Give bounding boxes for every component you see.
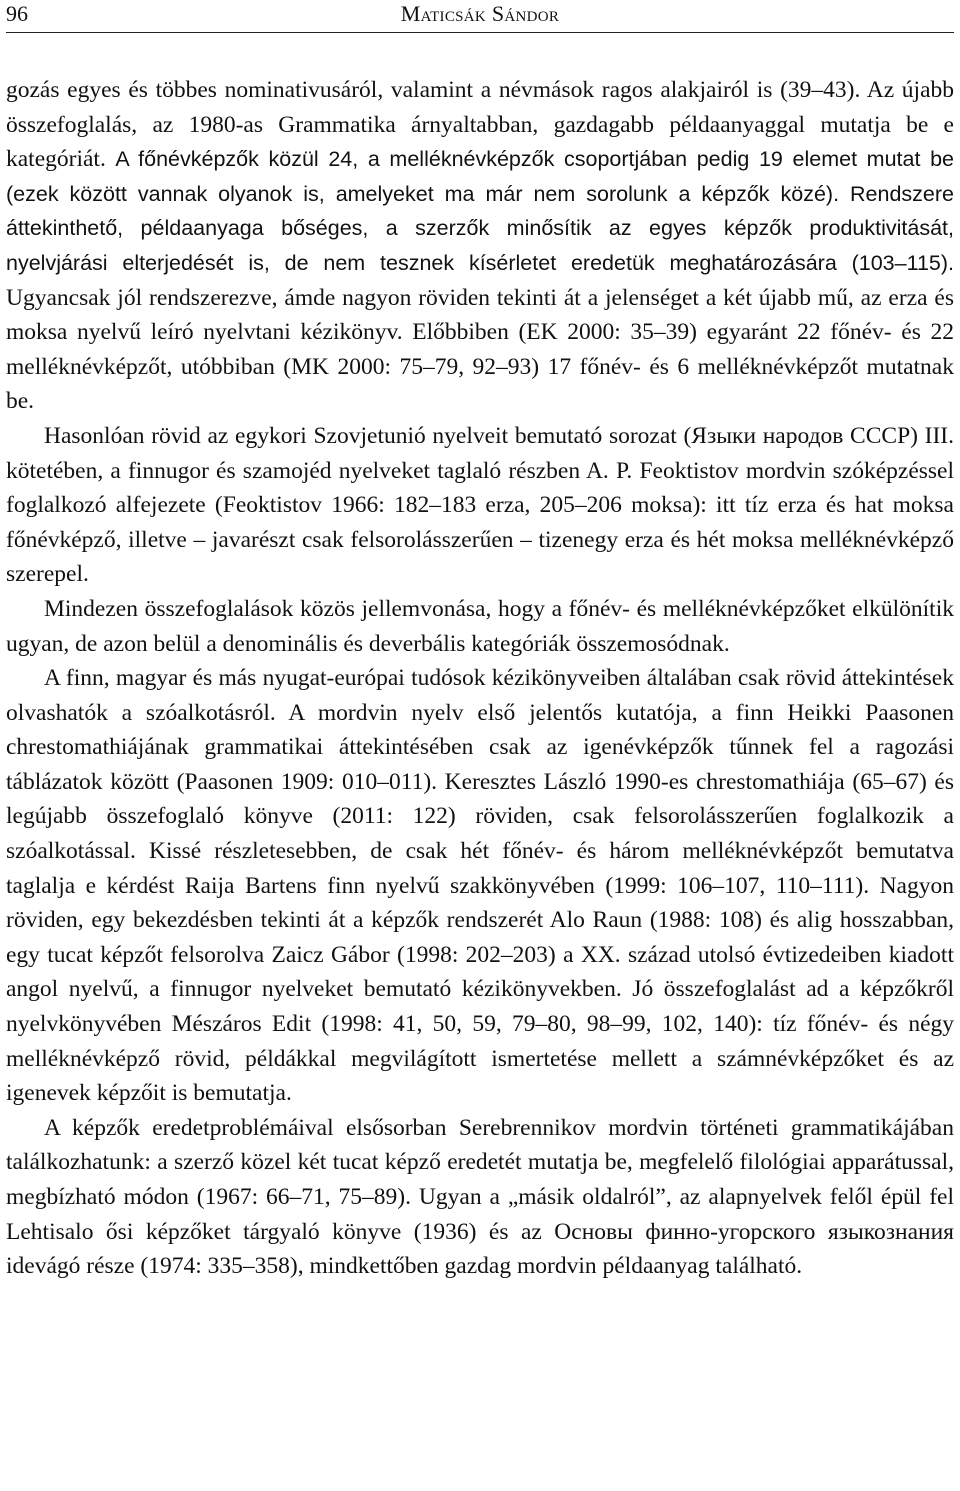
- paragraph-1-part-2: A főnévképzők közül 24, a melléknévképzők csoportjában pedig 19 elemet mutat be (ezek között vannak olyanok is, amelyeket ma már nem sorolunk a képzők közé). Rendszere áttekinthető, példaanyaga bőséges, a szerzők minősítik az egyes képzők produktivitását, nyelvjárási elterjedését is, de nem tesznek kísérletet eredetük meghatározására (103–115).: [6, 147, 954, 275]
- document-page: [6, 0, 954, 1491]
- paragraph-1-part-3: Ugyancsak jól rendszerezve, ámde nagyon röviden tekinti át a jelenséget a két újabb mű, az erza és moksa nyelvű leíró nyelvtani kézikönyv.: [6, 284, 954, 346]
- body-text: [6, 73, 954, 1284]
- paragraph-3: Mindezen összefoglalások közös jellemvonása, hogy a főnév- és melléknévképzőket elkülönítik ugyan, de azon belül a denominális és deverbális kategóriák összemosódnak.: [6, 595, 954, 657]
- paragraph-1-part-1: gozás egyes és többes nominativusáról, valamint a névmások ragos alakjairól is (39–43). Az újabb összefoglalás, az 1980-as Grammatika árnyaltabban, gazdagabb példaanyaggal mutatja be e kategóriát.: [6, 77, 954, 173]
- running-head: Maticsák Sándor: [400, 1, 560, 26]
- page-number: 96: [6, 1, 28, 26]
- paragraph-2: Hasonlóan rövid az egykori Szovjetunió nyelveit bemutató sorozat (Языки народов СССР) III. kötetében, a finnugor és szamojéd nyelveket taglaló részben A. P. Feoktistov mordvin szóképzéssel foglalkozó alfejezete (Feoktistov 1966: 182–183 erza, 205–206 moksa): itt tíz erza és hat moksa főnévképző, illetve – javarészt csak felsorolásszerűen – tizenegy erza és hét moksa melléknévképző szerepel.: [6, 422, 954, 588]
- paragraph-4: A finn, magyar és más nyugat-európai tudósok kézikönyveiben általában csak rövid áttekintések olvashatók a szóalkotásról. A mordvin nyelv első jelentős kutatója, a finn Heikki Paasonen chrestomathiájának grammatikai áttekintésében csak az igenévképzők tűnnek fel a ragozási táblázatok között (Paasonen 1909: 010–011). Keresztes László 1990-es chrestomathiája (65–67) és legújabb összefoglaló könyve (2011: 122) röviden, csak felsorolásszerűen foglalkozik a szóalkotással. Kissé részletesebben, de csak hét főnév- és három melléknévképzőt bemutatva taglalja e kérdést Raija Bartens finn nyelvű szakkönyvében (1999: 106–107, 110–111). Nagyon röviden, egy bekezdésben tekinti át a képzők rendszerét Alo Raun (1988: 108) és alig hosszabban, egy tucat képzőt felsorolva Zaicz Gábor (1998: 202–203) a XX. század utolsó évtizedeiben kiadott angol nyelvű, a finnugor nyelveket bemutató kézikönyvekben. Jó összefoglalást ad a képzőkről nyelvkönyvében Mészáros Edit (1998: 41, 50, 59, 79–80, 98–99, 102, 140): tíz főnév- és négy melléknévképző rövid, példákkal megvilágított ismertetése mellett a számnévképzőket és az igenevek képzőit is bemutatja.: [6, 665, 954, 1107]
- paragraph-1-part-4: Előbbiben (EK 2000: 35–39) egyaránt 22 főnév- és 22 melléknévképzőt, utóbbiban (MK 2000: 75–79, 92–93) 17 főnév- és 6 melléknévképzőt mutatnak be.: [6, 319, 954, 415]
- page-header: [6, 0, 954, 33]
- paragraph-5: A képzők eredetproblémáival elsősorban Serebrennikov mordvin történeti grammatikájában találkozhatunk: a szerző közel két tucat képző eredetét mutatja be, megfelelő filológiai apparátussal, megbízható módon (1967: 66–71, 75–89). Ugyan a „másik oldalról”, az alapnyelvek felől épül fel Lehtisalo ősi képzőket tárgyaló könyve (1936) és az Основы финно-угорского языкознания idevágó része (1974: 335–358), mindkettőben gazdag mordvin példaanyag található.: [6, 1114, 954, 1280]
- paragraph-1: [6, 73, 954, 419]
